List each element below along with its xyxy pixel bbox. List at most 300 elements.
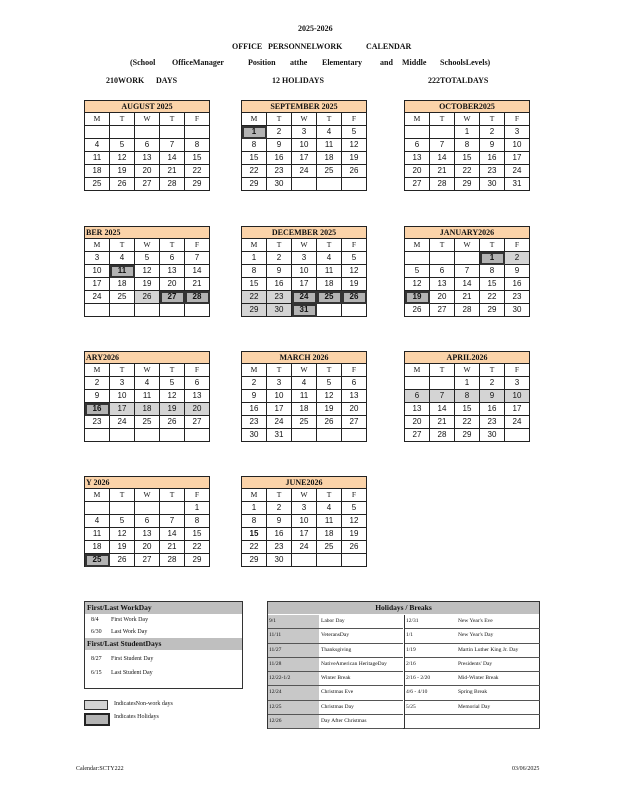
weekday-header: F [342,239,367,252]
holiday-day-cell: 27 [160,291,185,304]
day-cell: 27 [135,554,160,567]
day-cell [110,502,135,515]
day-cell: 26 [342,541,367,554]
day-cell: 24 [292,541,317,554]
day-cell: 7 [455,265,480,278]
day-cell: 24 [110,416,135,429]
weekday-header: T [317,364,342,377]
day-cell [135,502,160,515]
day-cell: 23 [480,416,505,429]
weekday-header: T [110,364,135,377]
holiday-date: 2/16 [406,660,416,667]
day-cell: 20 [160,278,185,291]
holiday-date: 1/19 [406,646,416,653]
weekday-header: M [85,489,110,502]
weekday-header: F [505,239,530,252]
weekday-header: M [405,239,430,252]
day-cell: 22 [480,291,505,304]
day-cell: 3 [505,377,530,390]
weekday-header: T [110,113,135,126]
day-cell: 30 [480,178,505,191]
day-cell: 14 [430,152,455,165]
holiday-day-cell: 26 [342,291,367,304]
day-cell: 12 [160,390,185,403]
weekday-header: W [292,489,317,502]
day-cell: 18 [317,278,342,291]
day-cell: 10 [292,265,317,278]
day-cell [85,502,110,515]
day-cell: 27 [185,416,210,429]
nonwork-day-cell: 23 [267,291,292,304]
weekday-header: T [317,239,342,252]
day-cell: 16 [267,278,292,291]
day-cell: 31 [267,429,292,442]
weekday-header: T [430,364,455,377]
day-cell: 25 [317,541,342,554]
day-cell: 30 [480,429,505,442]
day-cell: 3 [505,126,530,139]
day-cell: 15 [480,278,505,291]
weekday-header: T [267,364,292,377]
day-cell: 9 [267,265,292,278]
day-cell: 10 [267,390,292,403]
day-cell [317,304,342,317]
day-cell [135,429,160,442]
holidays-right-column [404,615,540,729]
day-cell: 20 [135,541,160,554]
day-cell [85,126,110,139]
legend-nonwork [84,700,244,712]
month-grid [404,112,530,191]
holidays-left-column [268,615,403,729]
day-cell: 21 [430,165,455,178]
day-cell: 18 [292,403,317,416]
weekday-header: T [480,113,505,126]
day-cell: 13 [185,390,210,403]
day-cell: 8 [480,265,505,278]
workday-date: 8/4 [91,617,99,623]
holidays-title-text: Holidays / Breaks [375,603,432,612]
day-cell: 5 [342,252,367,265]
month-calendar [404,351,530,442]
holiday-row [405,686,540,700]
day-cell: 24 [267,416,292,429]
day-cell: 28 [160,554,185,567]
weekday-header: F [185,239,210,252]
day-cell: 14 [160,528,185,541]
weekday-header: M [85,364,110,377]
day-cell: 21 [455,291,480,304]
day-cell: 2 [480,126,505,139]
day-cell [110,429,135,442]
weekday-header: M [85,239,110,252]
day-cell: 9 [267,515,292,528]
day-cell: 3 [110,377,135,390]
month-calendar [84,476,210,567]
day-cell [85,429,110,442]
day-cell: 4 [85,515,110,528]
holiday-day-cell: 16 [85,403,110,416]
holiday-row [405,672,540,686]
weekday-header: T [430,113,455,126]
day-cell [405,126,430,139]
day-cell: 15 [242,152,267,165]
month-grid [84,488,210,567]
month-calendar [84,351,210,442]
month-title: APRIL2026 [404,351,530,363]
calendar-header [0,0,618,95]
holiday-row [405,715,540,729]
holiday-name: Christmas Day [321,703,354,710]
day-cell: 10 [505,139,530,152]
nonwork-day-cell: 9 [480,390,505,403]
weekday-header: W [292,364,317,377]
weekday-header: W [135,364,160,377]
month-calendar [241,476,367,567]
weekday-header: F [505,364,530,377]
day-cell: 10 [292,515,317,528]
day-cell: 5 [135,252,160,265]
month-title: SEPTEMBER 2025 [241,100,367,112]
weekday-header: F [185,113,210,126]
holiday-name: Memorial Day [458,703,491,710]
weekday-header: T [480,364,505,377]
day-cell: 2 [480,377,505,390]
header-position: Position [248,58,276,67]
holiday-name: Day After Christmas [321,718,367,725]
holiday-day-cell: 11 [110,265,135,278]
day-cell: 29 [455,429,480,442]
day-cell: 17 [505,152,530,165]
day-cell: 18 [317,528,342,541]
workday-text: Last Work Day [111,629,148,635]
day-cell: 30 [267,178,292,191]
day-cell: 9 [267,139,292,152]
holiday-row [405,629,540,643]
holiday-date: 12/31 [406,618,419,624]
holiday-date: 1/1 [406,632,414,639]
day-cell: 28 [430,429,455,442]
day-cell [342,178,367,191]
header-calendar: CALENDAR [366,42,412,51]
nonwork-day-cell: 18 [135,403,160,416]
holiday-date: 12/22-1/2 [268,672,319,685]
weekday-header: F [505,113,530,126]
header-school-levels: SchoolsLevels) [440,58,491,67]
month-title: OCTOBER2025 [404,100,530,112]
day-cell: 27 [342,416,367,429]
day-cell: 6 [135,139,160,152]
day-cell [160,429,185,442]
day-cell [317,429,342,442]
weekday-header: M [405,113,430,126]
month-calendar [84,226,210,317]
day-cell: 4 [317,126,342,139]
day-cell [405,377,430,390]
holiday-date: 5/25 [406,703,416,710]
day-cell: 22 [455,165,480,178]
day-cell: 4 [317,252,342,265]
day-cell: 19 [342,152,367,165]
nonwork-day-cell: 19 [160,403,185,416]
day-cell: 23 [505,291,530,304]
day-cell: 22 [242,165,267,178]
holiday-name: NativeAmerican HeritageDay [321,660,387,667]
day-cell: 29 [242,178,267,191]
day-cell: 4 [292,377,317,390]
day-cell [455,252,480,265]
day-cell: 5 [110,515,135,528]
nonwork-day-cell: 30 [267,304,292,317]
workday-text: First Work Day [111,617,149,623]
weekday-header: W [135,113,160,126]
month-title: DECEMBER 2025 [241,226,367,238]
holidays-box [267,601,540,729]
day-cell: 9 [85,390,110,403]
day-cell: 7 [185,252,210,265]
day-cell [430,377,455,390]
day-cell: 24 [85,291,110,304]
holiday-name: Winter Break [321,675,351,682]
day-cell: 15 [455,152,480,165]
month-grid [241,363,367,442]
day-cell: 25 [317,165,342,178]
student-day-text: Last Student Day [111,670,153,676]
weekday-header: T [110,489,135,502]
day-cell: 11 [85,528,110,541]
day-cell: 15 [242,528,267,541]
day-cell: 11 [85,152,110,165]
day-cell: 8 [185,139,210,152]
weekday-header: T [267,489,292,502]
day-cell [430,252,455,265]
day-cell: 8 [185,515,210,528]
day-cell: 29 [480,304,505,317]
holiday-row [268,615,403,629]
day-cell: 17 [267,403,292,416]
day-cell: 8 [242,515,267,528]
day-cell: 28 [160,178,185,191]
day-cell [342,554,367,567]
holiday-name: Mid-Winter Break [458,675,499,682]
day-cell [342,304,367,317]
weekday-header: W [292,239,317,252]
day-cell: 24 [505,165,530,178]
month-grid [84,112,210,191]
day-cell: 14 [160,152,185,165]
holiday-row [268,715,403,729]
holiday-name: Martin Luther King Jr. Day [458,646,519,653]
day-cell: 13 [430,278,455,291]
day-cell: 30 [267,554,292,567]
day-cell: 16 [267,528,292,541]
day-cell: 5 [160,377,185,390]
day-cell: 19 [317,403,342,416]
weekday-header: T [160,364,185,377]
header-work-days-suffix: DAYS [156,76,178,85]
month-title: Y 2026 [84,476,210,488]
nonwork-day-cell: 22 [242,291,267,304]
month-grid [404,363,530,442]
header-elementary: Elementary [322,58,362,67]
holiday-row [405,615,540,629]
holidays-title [268,602,539,614]
day-cell: 16 [480,403,505,416]
month-calendar [404,100,530,191]
holiday-date: 11/11 [268,629,319,642]
day-cell [110,304,135,317]
holiday-day-cell: 25 [317,291,342,304]
month-calendar [241,100,367,191]
workday-date: 6/30 [91,629,102,635]
student-day-text: First Student Day [111,656,154,662]
day-cell: 1 [242,252,267,265]
day-cell: 23 [267,165,292,178]
day-cell: 4 [135,377,160,390]
day-cell: 27 [405,178,430,191]
day-cell: 18 [85,165,110,178]
student-day-row [85,667,242,679]
holiday-row [268,672,403,686]
weekday-header: T [480,239,505,252]
day-cell: 23 [267,541,292,554]
day-cell: 16 [480,152,505,165]
student-day-date: 6/15 [91,670,102,676]
day-cell: 12 [110,528,135,541]
student-days-title: First/Last StudentDays [85,638,242,650]
day-cell: 28 [455,304,480,317]
nonwork-day-cell: 17 [110,403,135,416]
day-cell: 23 [85,416,110,429]
workday-row [85,614,242,626]
day-cell [317,554,342,567]
day-cell: 11 [292,390,317,403]
day-cell: 3 [292,126,317,139]
day-cell: 17 [292,528,317,541]
day-cell: 16 [242,403,267,416]
header-office-manager: OfficeManager [172,58,224,67]
day-cell: 12 [405,278,430,291]
holiday-name: Thanksgiving [321,646,352,653]
day-cell [405,252,430,265]
day-cell [342,429,367,442]
holiday-row [405,644,540,658]
student-day-date: 8/27 [91,656,102,662]
weekday-header: T [160,239,185,252]
holiday-name: Christmas Eve [321,689,354,696]
weekday-header: W [455,113,480,126]
day-cell: 1 [185,502,210,515]
day-cell [292,554,317,567]
day-cell: 10 [85,265,110,278]
day-cell: 31 [505,178,530,191]
day-cell: 6 [342,377,367,390]
day-cell: 26 [342,165,367,178]
holiday-day-cell: 28 [185,291,210,304]
holiday-date: 4/6 - 4/10 [406,689,428,696]
weekday-header: T [317,489,342,502]
day-cell: 20 [405,165,430,178]
day-cell: 5 [317,377,342,390]
workday-box [84,601,243,689]
header-at-the: atthe [290,58,308,67]
day-cell: 26 [405,304,430,317]
holiday-row [405,658,540,672]
holiday-day-cell: 25 [85,554,110,567]
holiday-day-cell: 24 [292,291,317,304]
workday-title: First/Last WorkDay [85,602,242,614]
footer-left: Calendar:SCTY222 [76,766,124,772]
month-title: JANUARY2026 [404,226,530,238]
holiday-name: New Year's Eve [458,618,493,624]
day-cell: 16 [505,278,530,291]
day-cell: 18 [110,278,135,291]
weekday-header: T [160,113,185,126]
footer-right: 03/06/2025 [512,766,540,772]
weekday-header: M [242,113,267,126]
day-cell: 15 [455,403,480,416]
holiday-date: 12/24 [268,686,319,699]
header-work-days: 210WORK [106,76,145,85]
nonwork-day-cell: 10 [505,390,530,403]
day-cell: 19 [342,278,367,291]
holiday-date: 9/1 [268,615,319,628]
day-cell: 26 [160,416,185,429]
holiday-row [268,644,403,658]
day-cell: 11 [317,139,342,152]
day-cell: 7 [160,515,185,528]
day-cell: 8 [242,265,267,278]
weekday-header: W [135,489,160,502]
day-cell: 6 [135,515,160,528]
day-cell: 5 [110,139,135,152]
holiday-row [268,701,403,715]
weekday-header: T [267,113,292,126]
day-cell: 2 [85,377,110,390]
weekday-header: F [185,364,210,377]
day-cell: 15 [185,152,210,165]
month-calendar [241,351,367,442]
day-cell: 18 [85,541,110,554]
weekday-header: M [242,239,267,252]
day-cell: 29 [185,554,210,567]
day-cell: 20 [342,403,367,416]
day-cell: 25 [110,291,135,304]
day-cell: 1 [455,377,480,390]
header-year: 2025-2026 [298,24,333,33]
day-cell: 25 [135,416,160,429]
holiday-name: New Year's Day [458,632,494,639]
day-cell [292,178,317,191]
holiday-date: 11/27 [268,644,319,657]
day-cell: 11 [135,390,160,403]
nonwork-day-cell: 2 [505,252,530,265]
holiday-date: 12/26 [268,715,319,728]
nonwork-day-cell: 7 [430,390,455,403]
month-grid [241,488,367,567]
month-calendar [241,226,367,317]
day-cell [160,126,185,139]
day-cell [135,126,160,139]
day-cell: 12 [342,265,367,278]
month-grid [241,112,367,191]
month-title: MARCH 2026 [241,351,367,363]
weekday-header: W [455,239,480,252]
day-cell: 21 [160,541,185,554]
holiday-row [268,658,403,672]
weekday-header: M [242,364,267,377]
day-cell: 21 [160,165,185,178]
